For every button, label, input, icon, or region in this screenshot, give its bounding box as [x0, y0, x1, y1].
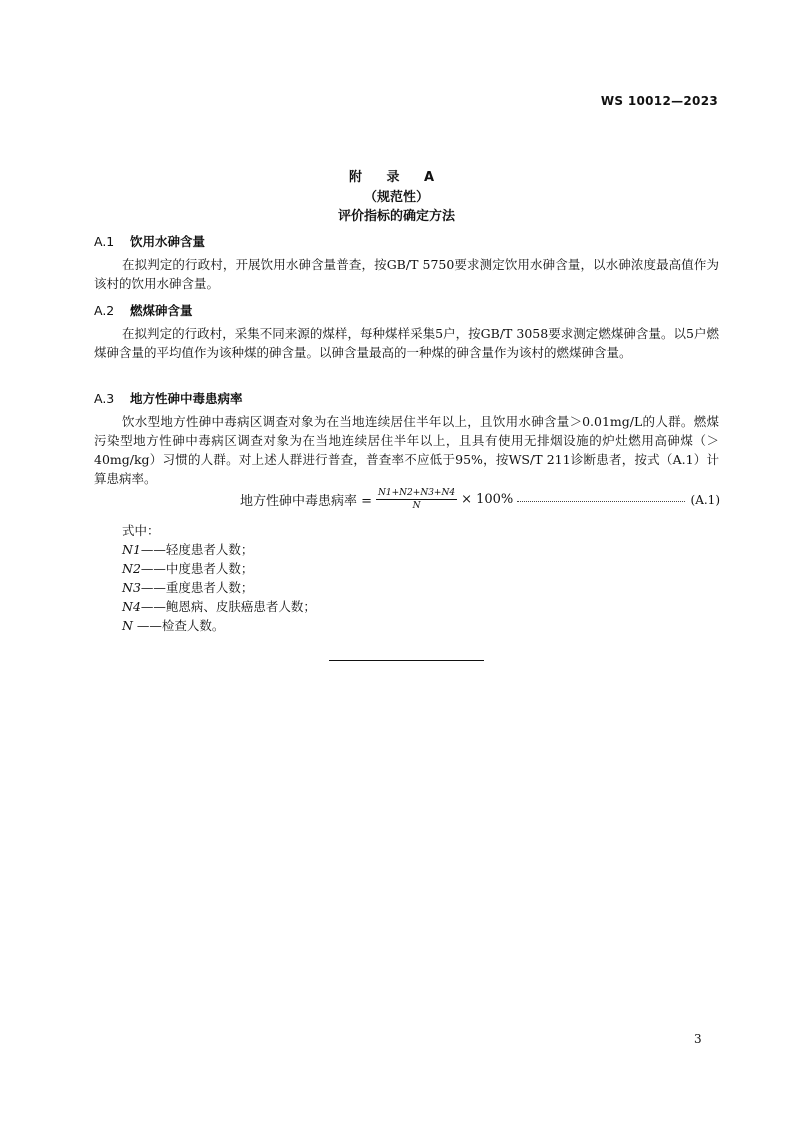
- equation-label: (A.1): [690, 492, 720, 507]
- section-heading-a2: [94, 301, 193, 319]
- appendix-nature: （规范性）: [363, 190, 429, 205]
- section-paragraph-a1: 在拟判定的行政村，开展饮用水砷含量普查，按GB/T 5750要求测定饮用水砷含量，以水砷浓度最高值作为该村的饮用水砷含量。: [94, 257, 719, 291]
- formula-fraction: [376, 488, 457, 511]
- legend-intro: 式中：: [122, 523, 160, 538]
- section-number: A.3: [94, 391, 115, 406]
- formula-a1: [240, 488, 720, 511]
- formula-denominator: N: [412, 501, 421, 511]
- legend-symbol: N: [122, 618, 133, 633]
- section-number: A.1: [94, 234, 115, 249]
- section-paragraph-a2: 在拟判定的行政村，采集不同来源的煤样，每种煤样采集5户，按GB/T 3058要求测定燃煤砷含量。以5户燃煤砷含量的平均值作为该种煤的砷含量。以砷含量最高的一种煤的砷含量作为该村的燃煤砷含量。: [94, 326, 719, 360]
- legend-item: [122, 597, 316, 616]
- formula-suffix: × 100%: [461, 492, 514, 507]
- legend-desc: ——中度患者人数；: [140, 561, 254, 576]
- leader-dots: [517, 493, 684, 502]
- legend-symbol: N4: [122, 599, 141, 614]
- appendix-title: 附 录 A: [348, 170, 445, 185]
- legend-item: [122, 578, 253, 597]
- legend-symbol: N1: [122, 542, 141, 557]
- legend-symbol: N2: [122, 561, 141, 576]
- formula-lhs: 地方性砷中毒患病率 =: [240, 494, 373, 509]
- legend-item: [122, 540, 253, 559]
- legend-desc: ——检查人数。: [132, 618, 225, 633]
- standard-code: WS 10012—2023: [600, 94, 718, 108]
- end-rule: [329, 660, 484, 661]
- formula-numerator: N1+N2+N3+N4: [378, 488, 456, 498]
- page-number: 3: [694, 1032, 702, 1046]
- legend-symbol: N3: [122, 580, 141, 595]
- legend-item: [122, 616, 224, 635]
- legend-desc: ——重度患者人数；: [140, 580, 254, 595]
- legend-desc: ——鲍恩病、皮肤癌患者人数；: [140, 599, 316, 614]
- section-title: 燃煤砷含量: [130, 303, 193, 318]
- section-heading-a3: [94, 389, 243, 407]
- legend-desc: ——轻度患者人数；: [140, 542, 254, 557]
- section-title: 地方性砷中毒患病率: [130, 391, 243, 406]
- legend-item: [122, 559, 253, 578]
- section-title: 饮用水砷含量: [130, 234, 206, 249]
- section-number: A.2: [94, 303, 115, 318]
- section-paragraph-a3: 饮水型地方性砷中毒病区调查对象为在当地连续居住半年以上，且饮用水砷含量＞0.01mg/L的人群。燃煤污染型地方性砷中毒病区调查对象为在当地连续居住半年以上，且具有使用无排烟设施的炉灶燃用高砷煤（＞40mg/kg）习惯的人群。对上述人群进行普查，普查率不应低于95%，按WS/T 211诊断患者，按式（A.1）计算患病率。: [94, 414, 719, 486]
- appendix-name: 评价指标的确定方法: [337, 209, 455, 224]
- section-heading-a1: [94, 232, 205, 250]
